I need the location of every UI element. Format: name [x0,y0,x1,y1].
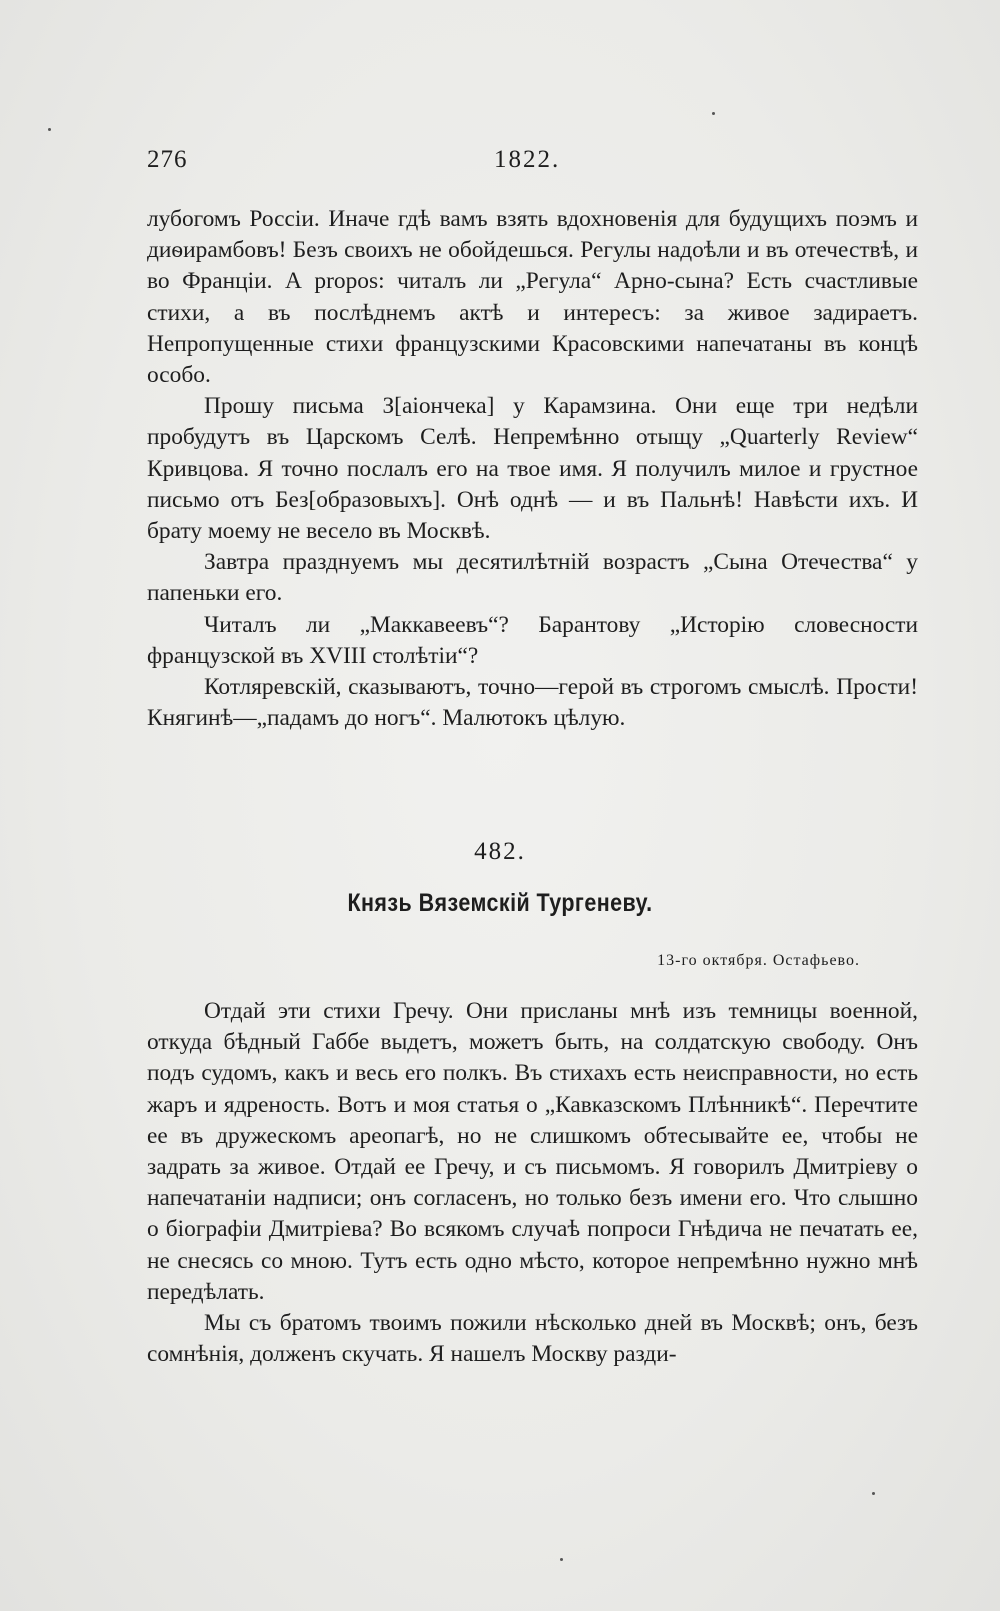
page-number: 276 [147,146,188,173]
paragraph: Завтра празднуемъ мы десятилѣтній возрастъ „Сына Отечества“ у папеньки его. [147,549,918,607]
running-header [147,146,907,178]
paragraph: Мы съ братомъ твоимъ пожили нѣсколько дней въ Москвѣ; онъ, безъ сомнѣнія, долженъ скучать. Я нашелъ Москву разди- [147,1310,918,1368]
paragraph: Читалъ ли „Маккавеевъ“? Барантову „Исторію словесности французской въ XVIII столѣтіи“? [147,611,918,669]
continuation-text [147,204,918,734]
letter-title: Князь Вяземскій Тургеневу. [347,889,653,917]
paper-speck [48,128,51,131]
paper-speck [560,1558,563,1561]
running-title-year: 1822. [494,146,561,173]
paragraph: лубогомъ Россіи. Иначе гдѣ вамъ взять вдохновенія для будущихъ поэмъ и диѳирамбовъ! Безъ своихъ не обойдешься. Регулы надоѣли и въ отечествѣ, и во Франціи. А propos: читалъ ли „Регула“ Арно-сына? Есть счастливые стихи, а въ послѣднемъ актѣ и интересъ: за живое задираетъ. Непропущенные стихи французскими Красовскими напечатаны въ концѣ особо. [147,206,918,389]
paper-speck [712,112,715,115]
letter-number: 482. [474,838,526,865]
paragraph: Прошу письма З[аіончека] у Карамзина. Они еще три недѣли пробудутъ въ Царскомъ Селѣ. Непремѣнно отыщу „Quarterly Review“ Кривцова. Я точно послалъ его на твое имя. Я получилъ милое и грустное письмо отъ Без[образовыхъ]. Онѣ однѣ — и въ Пальнѣ! Навѣсти ихъ. И брату моему не весело въ Москвѣ. [147,393,918,545]
letter-text [147,996,918,1370]
letter-dateline: 13-го октября. Остафьево. [657,952,860,969]
paragraph: Котляревскій, сказываютъ, точно—герой въ строгомъ смыслѣ. Прости! Княгинѣ—„падамъ до ногъ“. Малютокъ цѣлую. [147,674,918,732]
paper-speck [872,1492,875,1495]
paragraph: Отдай эти стихи Гречу. Они присланы мнѣ изъ темницы военной, откуда бѣдный Габбе выдетъ, можетъ быть, на солдатскую свободу. Онъ подъ судомъ, какъ и весь его полкъ. Въ стихахъ есть неисправности, но есть жаръ и ядреность. Вотъ и моя статья о „Кавказскомъ Плѣнникѣ“. Перечтите ее въ дружескомъ ареопагѣ, но не слишкомъ обтесывайте ее, чтобы не задрать за живое. Отдай ее Гречу, и съ письмомъ. Я говорилъ Дмитріеву о напечатаніи надписи; онъ согласенъ, но только безъ имени его. Что слышно о біографіи Дмитріева? Во всякомъ случаѣ попроси Гнѣдича не печатать ее, не снесясь со мною. Тутъ есть одно мѣсто, которое непремѣнно нужно мнѣ передѣлать. [147,998,918,1305]
